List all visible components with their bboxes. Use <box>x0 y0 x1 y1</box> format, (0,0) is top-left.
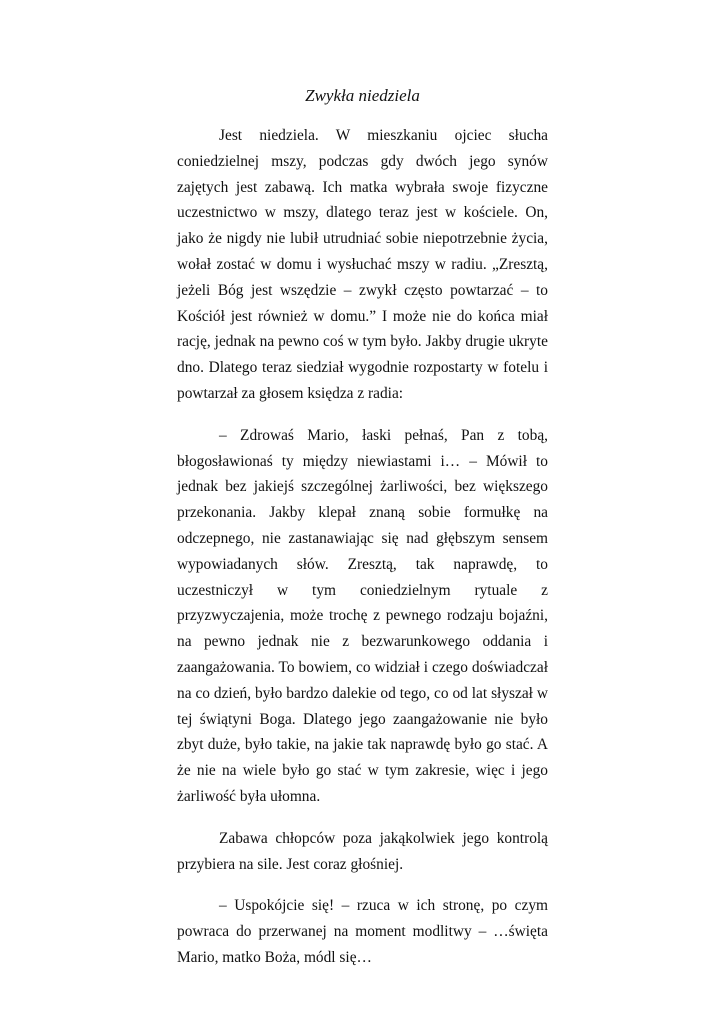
paragraph: – Zdrowaś Mario, łaski pełnaś, Pan z tobą, błogosławionaś ty między niewiastami i… – Mówił to jednak bez jakiejś szczególnej żarliwości, bez większego przekonania. Jakby klepał znaną sobie formułkę na odczepnego, nie zastanawiając się nad głębszym sensem wypowiadanych słów. Zresztą, tak naprawdę, to uczestniczył w tym coniedzielnym rytuale z przyzwyczajenia, może trochę z pewnego rodzaju bojaźni, na pewno jednak nie z bezwarunkowego oddania i zaangażowania. To bowiem, co widział i czego doświadczał na co dzień, było bardzo dalekie od tego, co od lat słyszał w tej świątyni Boga. Dlatego jego zaangażowanie nie było zbyt duże, było takie, na jakie tak naprawdę było go stać. A że nie na wiele było go stać w tym zakresie, więc i jego żarliwość była ułomna. <box>177 426 548 805</box>
paragraph: Jest niedziela. W mieszkaniu ojciec słucha coniedzielnej mszy, podczas gdy dwóch jego synów zajętych jest zabawą. Ich matka wybrała swoje fizyczne uczestnictwo w mszy, dlatego teraz jest w kościele. On, jako że nigdy nie lubił utrudniać sobie niepotrzebnie życia, wołał zostać w domu i wysłuchać mszy w radiu. „Zresztą, jeżeli Bóg jest wszędzie – zwykł często powtarzać – to Kościół jest również w domu.” I może nie do końca miał rację, jednak na pewno coś w tym było. Jakby drugie ukryte dno. Dlatego teraz siedział wygodnie rozpostarty w fotelu i powtarzał za głosem księdza z radia: <box>177 127 548 402</box>
document-title: Zwykła niedziela <box>305 86 420 105</box>
paragraph: – Uspokójcie się! – rzuca w ich stronę, po czym powraca do przerwanej na moment modlitwy – …święta Mario, matko Boża, módl się… <box>177 897 548 966</box>
document-body <box>177 123 548 971</box>
paragraph: Zabawa chłopców poza jakąkolwiek jego kontrolą przybiera na sile. Jest coraz głośniej. <box>177 829 548 873</box>
